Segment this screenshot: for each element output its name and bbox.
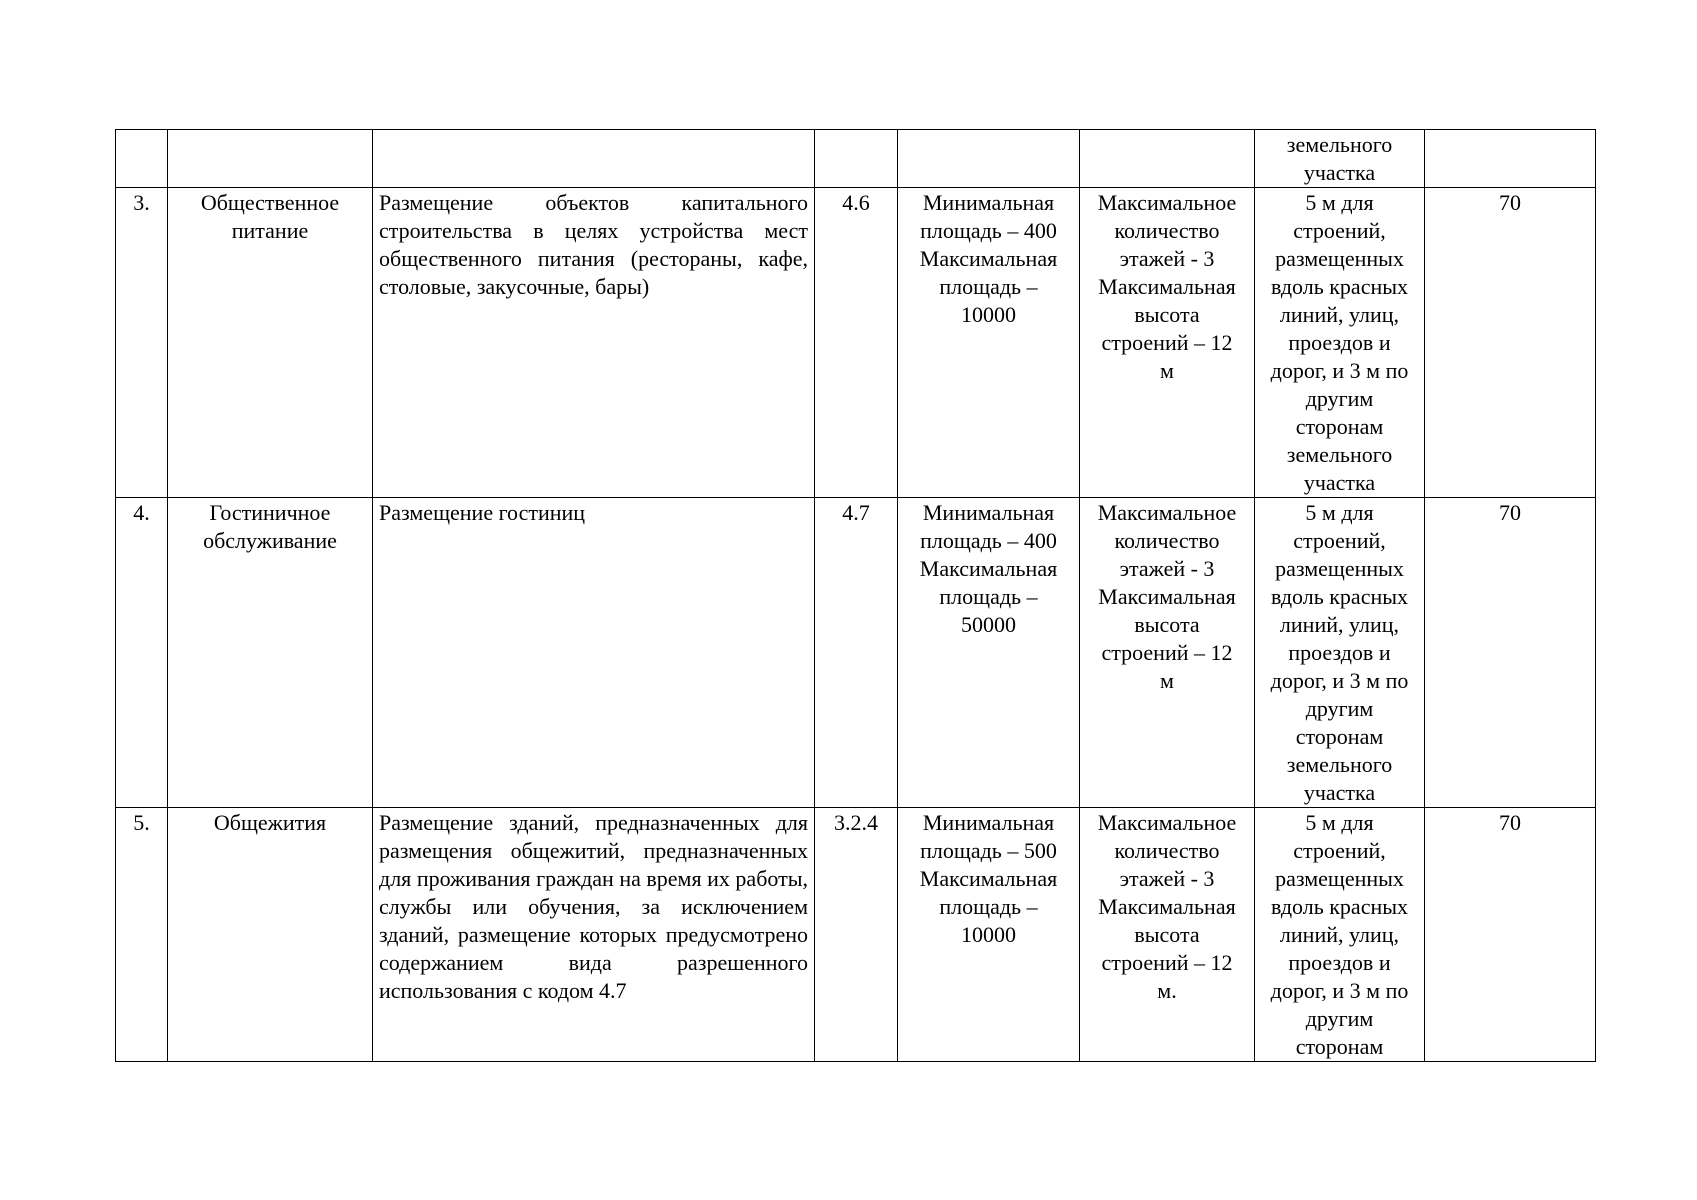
- floors-line: Максимальное: [1097, 810, 1237, 835]
- indent-line: вдоль красных: [1270, 894, 1409, 919]
- cell-area: [898, 188, 1080, 498]
- floors-line: Максимальная: [1098, 584, 1236, 609]
- cell-name: [168, 498, 373, 808]
- cell-indent: [1255, 498, 1425, 808]
- floors-line: высота: [1134, 302, 1200, 327]
- area-line: 50000: [961, 612, 1016, 637]
- area-line: площадь –: [939, 584, 1038, 609]
- area-line: Максимальная: [919, 866, 1058, 891]
- indent-line: проездов и: [1288, 640, 1391, 665]
- cell-floors: [1080, 188, 1255, 498]
- cell-code: 3.2.4: [815, 808, 898, 1062]
- cell-indent: [1255, 808, 1425, 1062]
- cell-floors: [1080, 808, 1255, 1062]
- cell-indent: [1255, 130, 1425, 188]
- cell-num: 4.: [116, 498, 168, 808]
- indent-line: линий, улиц,: [1279, 612, 1400, 637]
- area-line: 10000: [961, 922, 1016, 947]
- cell-area: [898, 498, 1080, 808]
- floors-line: строений – 12: [1101, 330, 1233, 355]
- indent-line: земельного: [1286, 132, 1393, 157]
- cell-description: Размещение зданий, предназначенных для размещения общежитий, предназначенных для проживания граждан на время их работы, службы или обучения, за исключением зданий, размещение которых предусмотрено содержанием вида разрешенного использования с кодом 4.7: [373, 808, 815, 1062]
- floors-line: строений – 12: [1101, 950, 1233, 975]
- name-line: Общественное: [200, 190, 340, 215]
- indent-line: сторонам: [1295, 414, 1384, 439]
- floors-line: строений – 12: [1101, 640, 1233, 665]
- floors-line: этажей - 3: [1119, 246, 1215, 271]
- floors-line: количество: [1114, 838, 1220, 863]
- table-row: [116, 808, 1596, 1062]
- cell-floors: [1080, 498, 1255, 808]
- floors-line: м.: [1157, 978, 1177, 1003]
- cell-code: 4.7: [815, 498, 898, 808]
- cell-num: 5.: [116, 808, 168, 1062]
- area-line: площадь – 400: [920, 528, 1057, 553]
- floors-line: Максимальное: [1097, 500, 1237, 525]
- cell-description: Размещение гостиниц: [373, 498, 815, 808]
- floors-line: количество: [1114, 218, 1220, 243]
- area-line: площадь – 400: [920, 218, 1057, 243]
- floors-line: высота: [1134, 612, 1200, 637]
- indent-line: размещенных: [1275, 866, 1404, 891]
- cell-name: [168, 130, 373, 188]
- floors-line: Максимальная: [1098, 894, 1236, 919]
- area-line: Максимальная: [919, 556, 1058, 581]
- table-row: [116, 498, 1596, 808]
- cell-percent: [1425, 130, 1596, 188]
- floors-line: высота: [1134, 922, 1200, 947]
- cell-indent: [1255, 188, 1425, 498]
- indent-line: сторонам: [1295, 1034, 1384, 1059]
- indent-line: 5 м для: [1305, 190, 1374, 215]
- indent-line: размещенных: [1275, 246, 1404, 271]
- cell-area: [898, 130, 1080, 188]
- area-line: 10000: [961, 302, 1016, 327]
- floors-line: Максимальное: [1097, 190, 1237, 215]
- cell-percent: 70: [1425, 808, 1596, 1062]
- indent-line: участка: [1303, 780, 1376, 805]
- table-row: [116, 188, 1596, 498]
- indent-line: другим: [1305, 1006, 1374, 1031]
- indent-line: линий, улиц,: [1279, 302, 1400, 327]
- floors-line: количество: [1114, 528, 1220, 553]
- area-line: площадь – 500: [920, 838, 1057, 863]
- indent-line: дорог, и 3 м по: [1270, 668, 1409, 693]
- indent-line: участка: [1303, 470, 1376, 495]
- cell-description: [373, 130, 815, 188]
- cell-percent: 70: [1425, 498, 1596, 808]
- indent-line: дорог, и 3 м по: [1270, 978, 1409, 1003]
- floors-line: этажей - 3: [1119, 866, 1215, 891]
- cell-num: 3.: [116, 188, 168, 498]
- area-line: Минимальная: [922, 500, 1055, 525]
- indent-line: участка: [1303, 160, 1376, 185]
- indent-line: 5 м для: [1305, 500, 1374, 525]
- indent-line: размещенных: [1275, 556, 1404, 581]
- cell-name: [168, 808, 373, 1062]
- floors-line: Максимальная: [1098, 274, 1236, 299]
- area-line: Минимальная: [922, 810, 1055, 835]
- cell-code: 4.6: [815, 188, 898, 498]
- area-line: площадь –: [939, 274, 1038, 299]
- name-line: обслуживание: [203, 528, 337, 553]
- indent-line: строений,: [1293, 528, 1386, 553]
- cell-name: [168, 188, 373, 498]
- indent-line: 5 м для: [1305, 810, 1374, 835]
- cell-floors: [1080, 130, 1255, 188]
- indent-line: сторонам: [1295, 724, 1384, 749]
- name-line: питание: [231, 218, 309, 243]
- indent-line: строений,: [1293, 838, 1386, 863]
- cell-num: [116, 130, 168, 188]
- area-line: Минимальная: [922, 190, 1055, 215]
- cell-area: [898, 808, 1080, 1062]
- cell-description: Размещение объектов капитального строительства в целях устройства мест общественного питания (рестораны, кафе, столовые, закусочные, бары): [373, 188, 815, 498]
- indent-line: линий, улиц,: [1279, 922, 1400, 947]
- indent-line: земельного: [1286, 442, 1393, 467]
- indent-line: вдоль красных: [1270, 584, 1409, 609]
- cell-percent: 70: [1425, 188, 1596, 498]
- indent-line: другим: [1305, 696, 1374, 721]
- indent-line: вдоль красных: [1270, 274, 1409, 299]
- indent-line: другим: [1305, 386, 1374, 411]
- table-row-carryover: [116, 130, 1596, 188]
- area-line: Максимальная: [919, 246, 1058, 271]
- cell-code: [815, 130, 898, 188]
- indent-line: проездов и: [1288, 330, 1391, 355]
- floors-line: м: [1160, 358, 1174, 383]
- indent-line: дорог, и 3 м по: [1270, 358, 1409, 383]
- name-line: Гостиничное: [209, 500, 331, 525]
- land-use-table: [115, 129, 1596, 1062]
- indent-line: строений,: [1293, 218, 1386, 243]
- area-line: площадь –: [939, 894, 1038, 919]
- floors-line: этажей - 3: [1119, 556, 1215, 581]
- indent-line: проездов и: [1288, 950, 1391, 975]
- indent-line: земельного: [1286, 752, 1393, 777]
- floors-line: м: [1160, 668, 1174, 693]
- name-line: Общежития: [213, 810, 327, 835]
